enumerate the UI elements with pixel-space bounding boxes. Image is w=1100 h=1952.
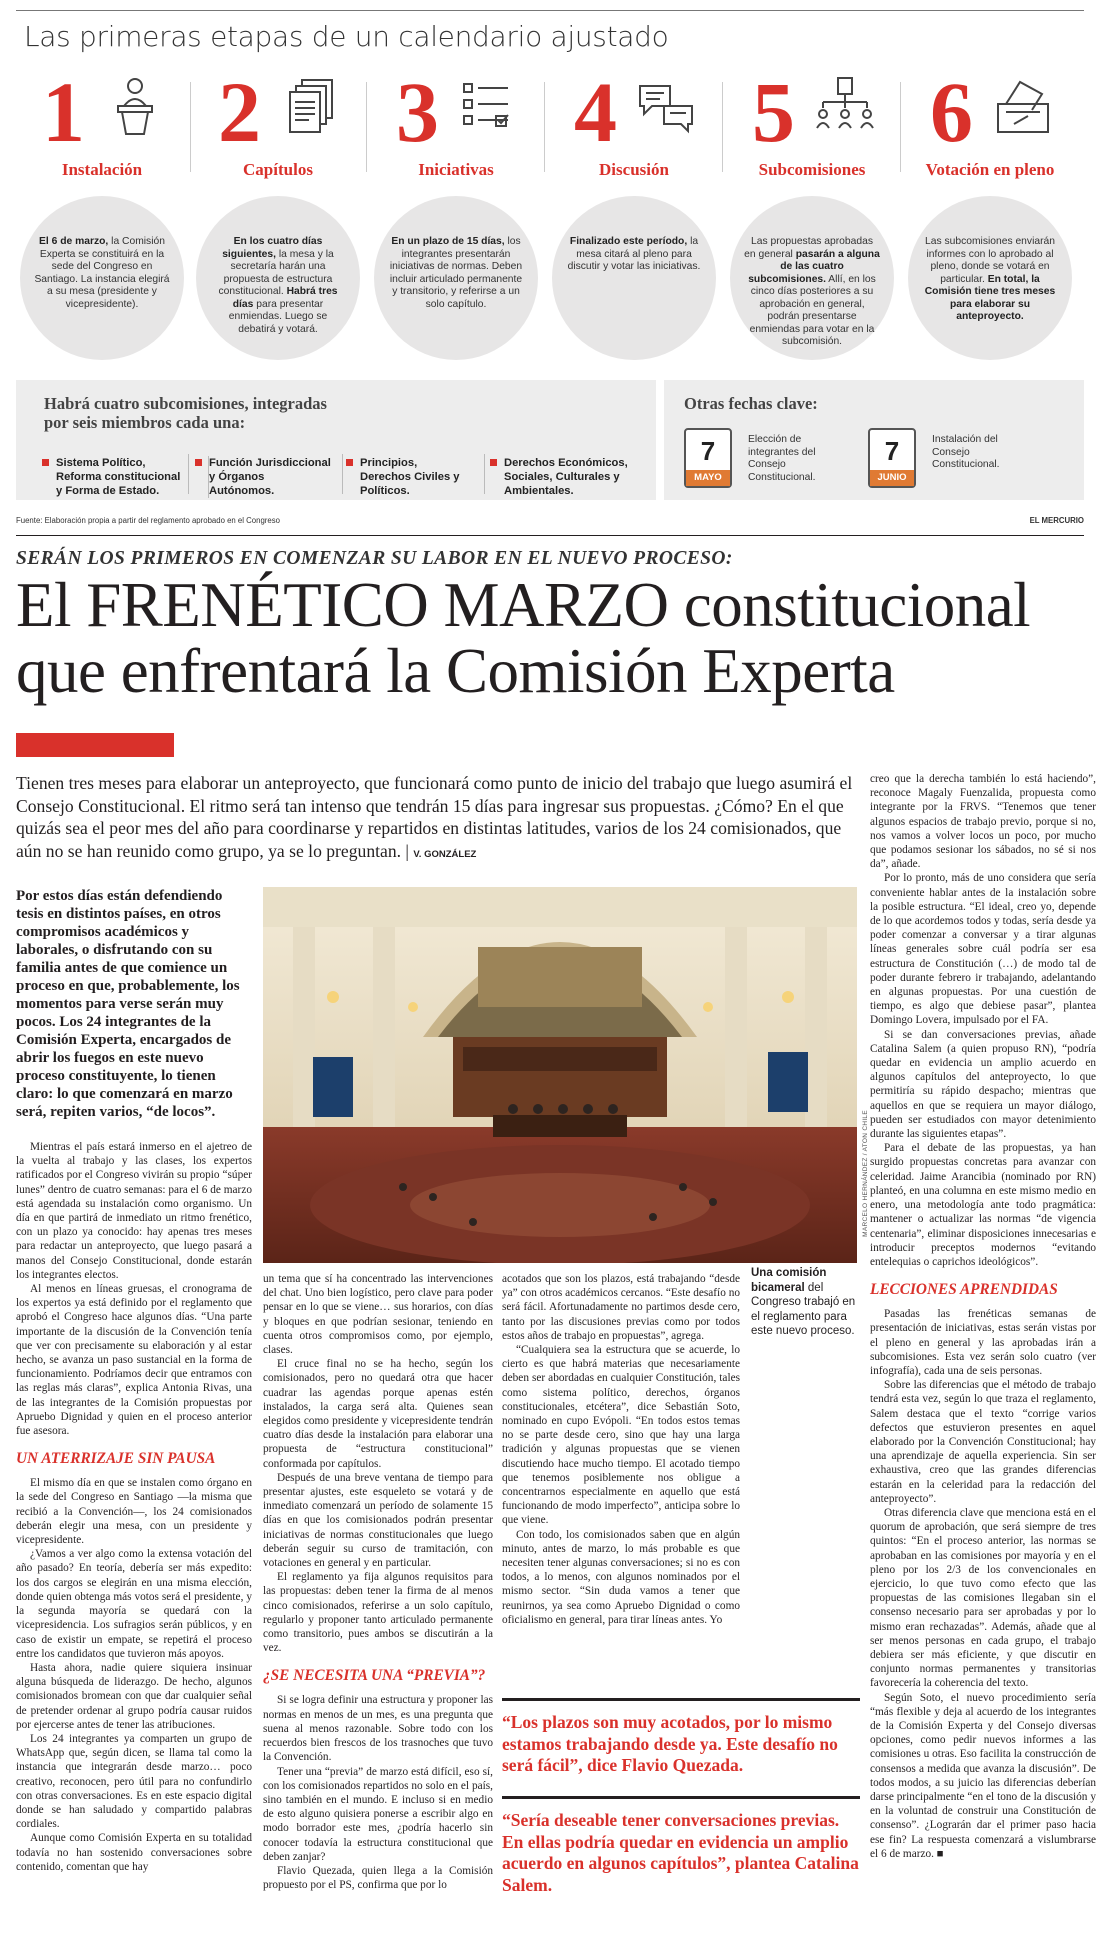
stage-3 [370, 64, 542, 372]
article-column-2 [263, 1272, 493, 1892]
checklist-icon [458, 76, 520, 138]
stage-description: En un plazo de 15 días, los integrantes presentarán iniciativas de normas. Deben incluir articulado permanente y transitorio, y referirse a un solo capítulo. [374, 196, 538, 360]
body-paragraph: El mismo día en que se instalen como órgano en la sede del Congreso en Santiago —la misma que recibió a la Convención—, los 24 comisionados deberán elegir una mesa, con un presidente y vicepresidente. [16, 1477, 252, 1547]
section-heading: LECCIONES APRENDIDAS [870, 1281, 1058, 1299]
body-paragraph: Otras diferencia clave que menciona está en el quorum de aprobación, que será siempre de tres quintos: “En el proceso anterior, las normas se aprobaban en las comisiones por mayoría y en el pleno por los 2/3 de los convencionales en ejercicio, lo que tuvo como efecto que las propuestas de las comisiones llegaban sin el consenso necesario para ser aprobadas y por lo mismo eran rechazadas”. Además, añade que al ser menos personas en cada grupo, el trabajo debiera ser más eficiente, y que discutir en conjunto normas permanentes y transitorias favorecería la coherencia del texto. [870, 1506, 1096, 1690]
photo-caption: Una comisión bicameral del Congreso trabajó en el reglamento para este nuevo proceso. [751, 1267, 856, 1337]
subcommissions-title: Habrá cuatro subcomisiones, integradas por seis miembros cada una: [44, 394, 327, 432]
body-paragraph: Los 24 integrantes ya comparten un grupo de WhatsApp que, según dicen, se llama tal como la instancia que integrarán desde marzo… poco creativo, reconocen, pero útil para no confundirlo con otras conversaciones. Es en este espacio digital donde se han saludado y compartido palabras cordiales. [16, 1732, 252, 1831]
article-column-1 [16, 1140, 252, 1874]
stage-number: 6 [930, 64, 973, 160]
body-paragraph: Sobre las diferencias que el método de trabajo tendrá esta vez, según lo que traza el reglamento, Salem destaca que el texto “corrige varios defectos que estuvieron presentes en aquel elaborado por la Convención Constitucional; hay una aprendizaje de aquella experiencia. Sin ser exhaustiva, creo que las grandes diferencias estarán en la celeridad para la redacción del anteproyecto”. [870, 1379, 1096, 1505]
podium-icon [104, 76, 166, 138]
source-note: Fuente: Elaboración propia a partir del reglamento aprobado en el Congreso [16, 516, 280, 525]
headline: El FRENÉTICO MARZO constitucional que enfrentará la Comisión Experta [16, 570, 1031, 706]
stage-name: Discusión [599, 160, 669, 179]
lead-paragraph: Tienen tres meses para elaborar un anteproyecto, que funcionará como punto de inicio del trabajo que luego asumirá el Consejo Constitucional. El ritmo será tan intenso que tendrán 15 días para ingresar sus propuestas. ¿Cómo? En el que quizás sea el peor mes del año para coordinarse y repartidos en distintas latitudes, varios de los 24 comisionados, que aún no se han reunido como grupo, ya se lo preguntan. | V. GONZÁLEZ [16, 773, 853, 862]
body-paragraph: ¿Vamos a ver algo como la extensa votación del año pasado? En teoría, debería ser más expedito: los dos cargos se elegirán en una misma elección, donde quien obtenga más votos será el presidente, y la segunda mayoría se quedará con la vicepresidencia. Los sufragios serán públicos, y en caso de existir un empate, se repetirá el proceso entre los candidatos que tuvieron más apoyos. [16, 1548, 252, 1660]
key-date-text: Instalación del Consejo Constitucional. [932, 434, 1000, 470]
stage-number: 1 [42, 64, 85, 160]
pull-quote-2: “Sería deseable tener conversaciones previas. En ellas podría quedar en evidencia un amplio acuerdo en algunos capítulos”, plantea Catalina Salem. [502, 1810, 859, 1895]
stage-number: 2 [218, 64, 261, 160]
body-paragraph: Mientras el país estará inmerso en el ajetreo de la vuelta al trabajo y las clases, los expertos ratificados por el Congreso vivirán su propio “súper lunes” dentro de cuatro semanas: para el 6 de marzo está agendada su instalación como organismo. Un día en que partirá de inmediato un ritmo frenético, con un plazo ya conocido: hay apenas tres meses para redactar un anteproyecto, que luego pasará a manos del Consejo Constitucional, donde estarán los integrantes electos. [16, 1141, 252, 1281]
pull-quote-1: “Los plazos son muy acotados, por lo mismo estamos trabajando desde ya. Este desafío no será fácil”, dice Flavio Quezada. [502, 1712, 838, 1775]
key-dates-title: Otras fechas clave: [684, 394, 818, 413]
stage-2 [192, 64, 364, 372]
stage-number: 5 [752, 64, 795, 160]
section-heading: UN ATERRIZAJE SIN PAUSA [16, 1450, 216, 1468]
body-paragraph: un tema que sí ha concentrado las intervenciones del chat. Uno bien logístico, pero clave para poder pensar en lo que se viene… sus horarios, con días y bloques en que podrían sesionar, teniendo en cuenta otros compromisos como, por ejemplo, clases. [263, 1273, 493, 1357]
body-paragraph: El cruce final no se ha hecho, según los comisionados, pero no quedará otra que hacer cuadrar las agendas porque apenas estén instalados, la carga será alta. Quienes sean elegidos como presidente y vicepresidente tendrán cuatro días desde la instalación para elaborar una propuesta de “estructura constitucional” conformada por capítulos. [263, 1358, 493, 1470]
body-paragraph: Por lo pronto, más de uno considera que sería conveniente hablar antes de la instalación sobre la posible estructura. “El ideal, creo yo, depende de lo que acordemos todos y todas, sería desde ya poder comenzar a conversar y a tirar algunas líneas generales sobre cuál podría ser esa estructura de Constitución (…) de modo tal de poder durante febrero ir trabajando, adelantando en algunas propuestas. Por una cuestión de tiempo, es algo que debiese pasar”, plantea Domingo Lovera, impulsado por el FA. [870, 872, 1096, 1027]
brand: EL MERCURIO [1029, 516, 1084, 525]
stage-name: Votación en pleno [925, 160, 1055, 179]
body-paragraph: Si se logra definir una estructura y proponer las normas en menos de un mes, es una pregunta que suena al menos razonable. Sobre todo con los recuerdos bien frescos de los trasnoches que tuvo la Convención. [263, 1694, 493, 1764]
body-paragraph: Hasta ahora, nadie quiere siquiera insinuar alguna búsqueda de liderazgo. De hecho, algunos comisionados bromean con que dar cualquier señal de pretender ordenar al grupo podría causar ruidos por ejercerse antes de tener las atribuciones. [16, 1661, 252, 1731]
body-paragraph: Con todo, los comisionados saben que en algún minuto, antes de marzo, lo más probable es que necesiten tener algunas conversaciones; si no es con todos, a lo menos, con algunos nominados por el mismo sector. “Sin duda vamos a tener que reunirnos, ya sea como Apruebo Dignidad o como oficialismo en general, para tirar líneas antes. Yo [502, 1528, 740, 1626]
chat-bubbles-icon [636, 76, 698, 138]
body-paragraph: El reglamento ya fija algunos requisitos para las propuestas: deben tener la firma de al menos cinco comisionados, referirse a un solo capítulo, regularlo y proponer tanto articulado permanente como transitorio, pues ambos se discutirán a la vez. [263, 1571, 493, 1655]
subcommission-item: Derechos Económicos, Sociales, Culturales y Ambientales. [504, 456, 634, 498]
article-column-4 [870, 772, 1096, 1861]
body-paragraph: Flavio Quezada, quien llega a la Comisión propuesto por el PS, confirma que por lo [263, 1864, 493, 1892]
body-paragraph: Según Soto, el nuevo procedimiento sería “más flexible y deja al acuerdo de los integrantes de la Comisión Experta y del Consejo diversas opciones, como pedir nuevos informes a las comisiones u otras. Eso facilita la construcción de consensos a medida que avanza la discusión”. De todos modos, a su juicio las diferencias deberían darse principalmente “en el tono de la discusión y en la voluntad de construir una Constitución de consenso”. ¿Lograrán dar el primer paso hacia ese fin? La respuesta comenzará a vislumbrarse el 6 de marzo. ■ [870, 1691, 1096, 1860]
subcommission-item: Principios, Derechos Civiles y Políticos. [360, 456, 470, 498]
stage-4 [548, 64, 720, 372]
body-paragraph: “Cualquiera sea la estructura que se acuerde, lo cierto es que habrá materias que necesariamente deben ser abordadas en cualquier Constitución, tales como sistema político, derechos, órganos constitucionales, etcétera”, dice Sebastián Soto, nominado en cupo Evópoli. “En todos estos temas no se parte desde cero, sino que hay una larga tradición y algunas propuestas que se vienen discutiendo hace mucho tiempo. El acotado tiempo que tenemos posiblemente nos obligue a concentrarnos especialmente en aquello que está funcionando de modo imperfecto”, anticipa sobre lo que viene. [502, 1344, 740, 1527]
section-heading: ¿SE NECESITA UNA “PREVIA”? [263, 1667, 486, 1685]
subcommission-item: Función Jurisdiccional y Órganos Autónomos. [208, 456, 332, 498]
kicker: SERÁN LOS PRIMEROS EN COMENZAR SU LABOR EN EL NUEVO PROCESO: [16, 548, 733, 569]
body-paragraph: Pasadas las frenéticas semanas de presentación de iniciativas, estas serán vistas por el pleno en general y las aprobadas irán a subcomisiones. Esta vez serán solo cuatro (ver infografía), cada una de seis personas. [870, 1308, 1096, 1377]
accent-bar [16, 733, 174, 757]
stage-description: Las propuestas aprobadas en general pasarán a alguna de las cuatro subcomisiones. Allí, en los cinco días posteriores a su aprobación en general, podrán presentarse enmiendas para votar en la subcomisión. [730, 196, 894, 360]
infographic-title: Las primeras etapas de un calendario ajustado [24, 20, 669, 53]
body-paragraph: acotados que son los plazos, está trabajando “desde ya” con otros académicos cercanos. “Este desafío no será fácil. Afortunadamente no partimos desde cero, tanto por las discusiones previas como por todos estos años de trabajo en propuestas”, agrega. [502, 1273, 740, 1342]
body-paragraph: Si se dan conversaciones previas, añade Catalina Salem (a quien propuso RN), “podría quedar en evidencia un amplio acuerdo en algunos capítulos del anteproyecto, lo que permitiría su rápido despacho; mientras que aquellos en que se requiera un mayor diálogo, pueden ser estudiados con mayor detenimiento durante las siguientes etapas”. [870, 1028, 1096, 1141]
ballot-box-icon [992, 76, 1054, 138]
byline: V. GONZÁLEZ [413, 849, 477, 861]
stage-6 [904, 64, 1076, 372]
body-paragraph: creo que la derecha también lo está haciendo”, reconoce Magaly Fuenzalida, propuesta como integrante por la FRVS. “Tenemos que tener algunos espacios de trabajo previo, porque si no, nos vamos a volver locos un poco, por mucho que podamos sesionar los sábados, no sé si nos da”, añade. [870, 773, 1096, 871]
body-paragraph: Aunque como Comisión Experta en su totalidad todavía no han sostenido conversaciones sobre contenido, comentan que hay [16, 1832, 252, 1873]
subcommission-item: Sistema Político, Reforma constitucional y Forma de Estado. [56, 456, 186, 498]
photo-credit: MARCELO HERNÁNDEZ / ATON CHILE [862, 1110, 869, 1237]
stage-description: El 6 de marzo, la Comisión Experta se constituirá en la sede del Congreso en Santiago. La instancia elegirá a su mesa (presidente y vicepresidente). [20, 196, 184, 360]
stage-1 [16, 64, 188, 372]
body-paragraph: Después de una breve ventana de tiempo para presentar ajustes, este esqueleto se votará y de inmediato comenzará un período de solamente 15 días en que los comisionados podrán presentar iniciativas de normas constitucionales que luego deberán seguir su curso de tramitación, con votaciones en general y en particular. [263, 1471, 493, 1570]
stage-5 [726, 64, 898, 372]
calendar-icon: 7 JUNIO [868, 428, 916, 488]
stage-number: 4 [574, 64, 617, 160]
article-column-3 [502, 1272, 740, 1627]
body-paragraph: Para el debate de las propuestas, ya han surgido propuestas concretas para avanzar con celeridad. Jaime Arancibia (nominado por RN) planteó, en una columna en este mismo medio en enero, una metodología ante todo pragmática: mantener o actualizar las normas “de vigencia centenaria”, eliminar disposiciones innecesarias e introducir preceptos modernos “evitando entelequias o caprichos ideológicos”. [870, 1142, 1096, 1268]
documents-icon [280, 76, 342, 138]
chamber-photo [263, 887, 857, 1263]
body-paragraph: Al menos en líneas gruesas, el cronograma de los expertos ya está definido por el reglamento que aprobó el Congreso hace algunos días. “Una parte importante de la discusión de la Convención tenía que ver con precisamente su elaboración y al estar hecho, se avanza un paso sustancial en la forma de funcionamiento. Podríamos decir que entramos con las reglas más claras”, explica Antonia Rivas, una de las integrantes de la Comisión propuestas por Apruebo Dignidad y quien en el proceso anterior fue asesora. [16, 1283, 252, 1438]
stage-name: Instalación [61, 160, 143, 179]
body-paragraph: Tener una “previa” de marzo está difícil, eso sí, con los comisionados repartidos no solo en el país, sino también en el mundo. E incluso si en medio de esto alguno quisiera ponerse a escribir algo en modo borrador este mes, ¿podría hacerlo sin conocer todavía la estructura constitucional que deben zanjar? [263, 1765, 493, 1863]
stage-name: Capítulos [243, 160, 313, 179]
stage-name: Iniciativas [418, 160, 494, 179]
stage-number: 3 [396, 64, 439, 160]
key-date-text: Elección de integrantes del Consejo Constitucional. [748, 434, 816, 483]
org-chart-icon [814, 76, 876, 138]
stage-description: Las subcomisiones enviarán informes con lo aprobado al pleno, donde se votará en particular. En total, la Comisión tiene tres meses para elaborar su anteproyecto. [908, 196, 1072, 360]
intro-paragraph: Por estos días están defendiendo tesis en distintos países, en otros compromisos académicos y laborales, o disfrutando con su familia antes de que comience un proceso en que, probablemente, los momentos para verse serán muy pocos. Los 24 integrantes de la Comisión Experta, encargados de abrir los fuegos en este nuevo proceso constituyente, lo tienen claro: lo que comenzará en marzo será, repiten varios, “de locos”. [16, 888, 240, 1120]
calendar-icon: 7 MAYO [684, 428, 732, 488]
stage-description: Finalizado este período, la mesa citará al pleno para discutir y votar las iniciativas. [552, 196, 716, 360]
stage-description: En los cuatro días siguientes, la mesa y la secretaría harán una propuesta de estructura constitucional. Habrá tres días para presentar enmiendas. Luego se debatirá y votará. [196, 196, 360, 360]
stage-name: Subcomisiones [758, 160, 866, 179]
